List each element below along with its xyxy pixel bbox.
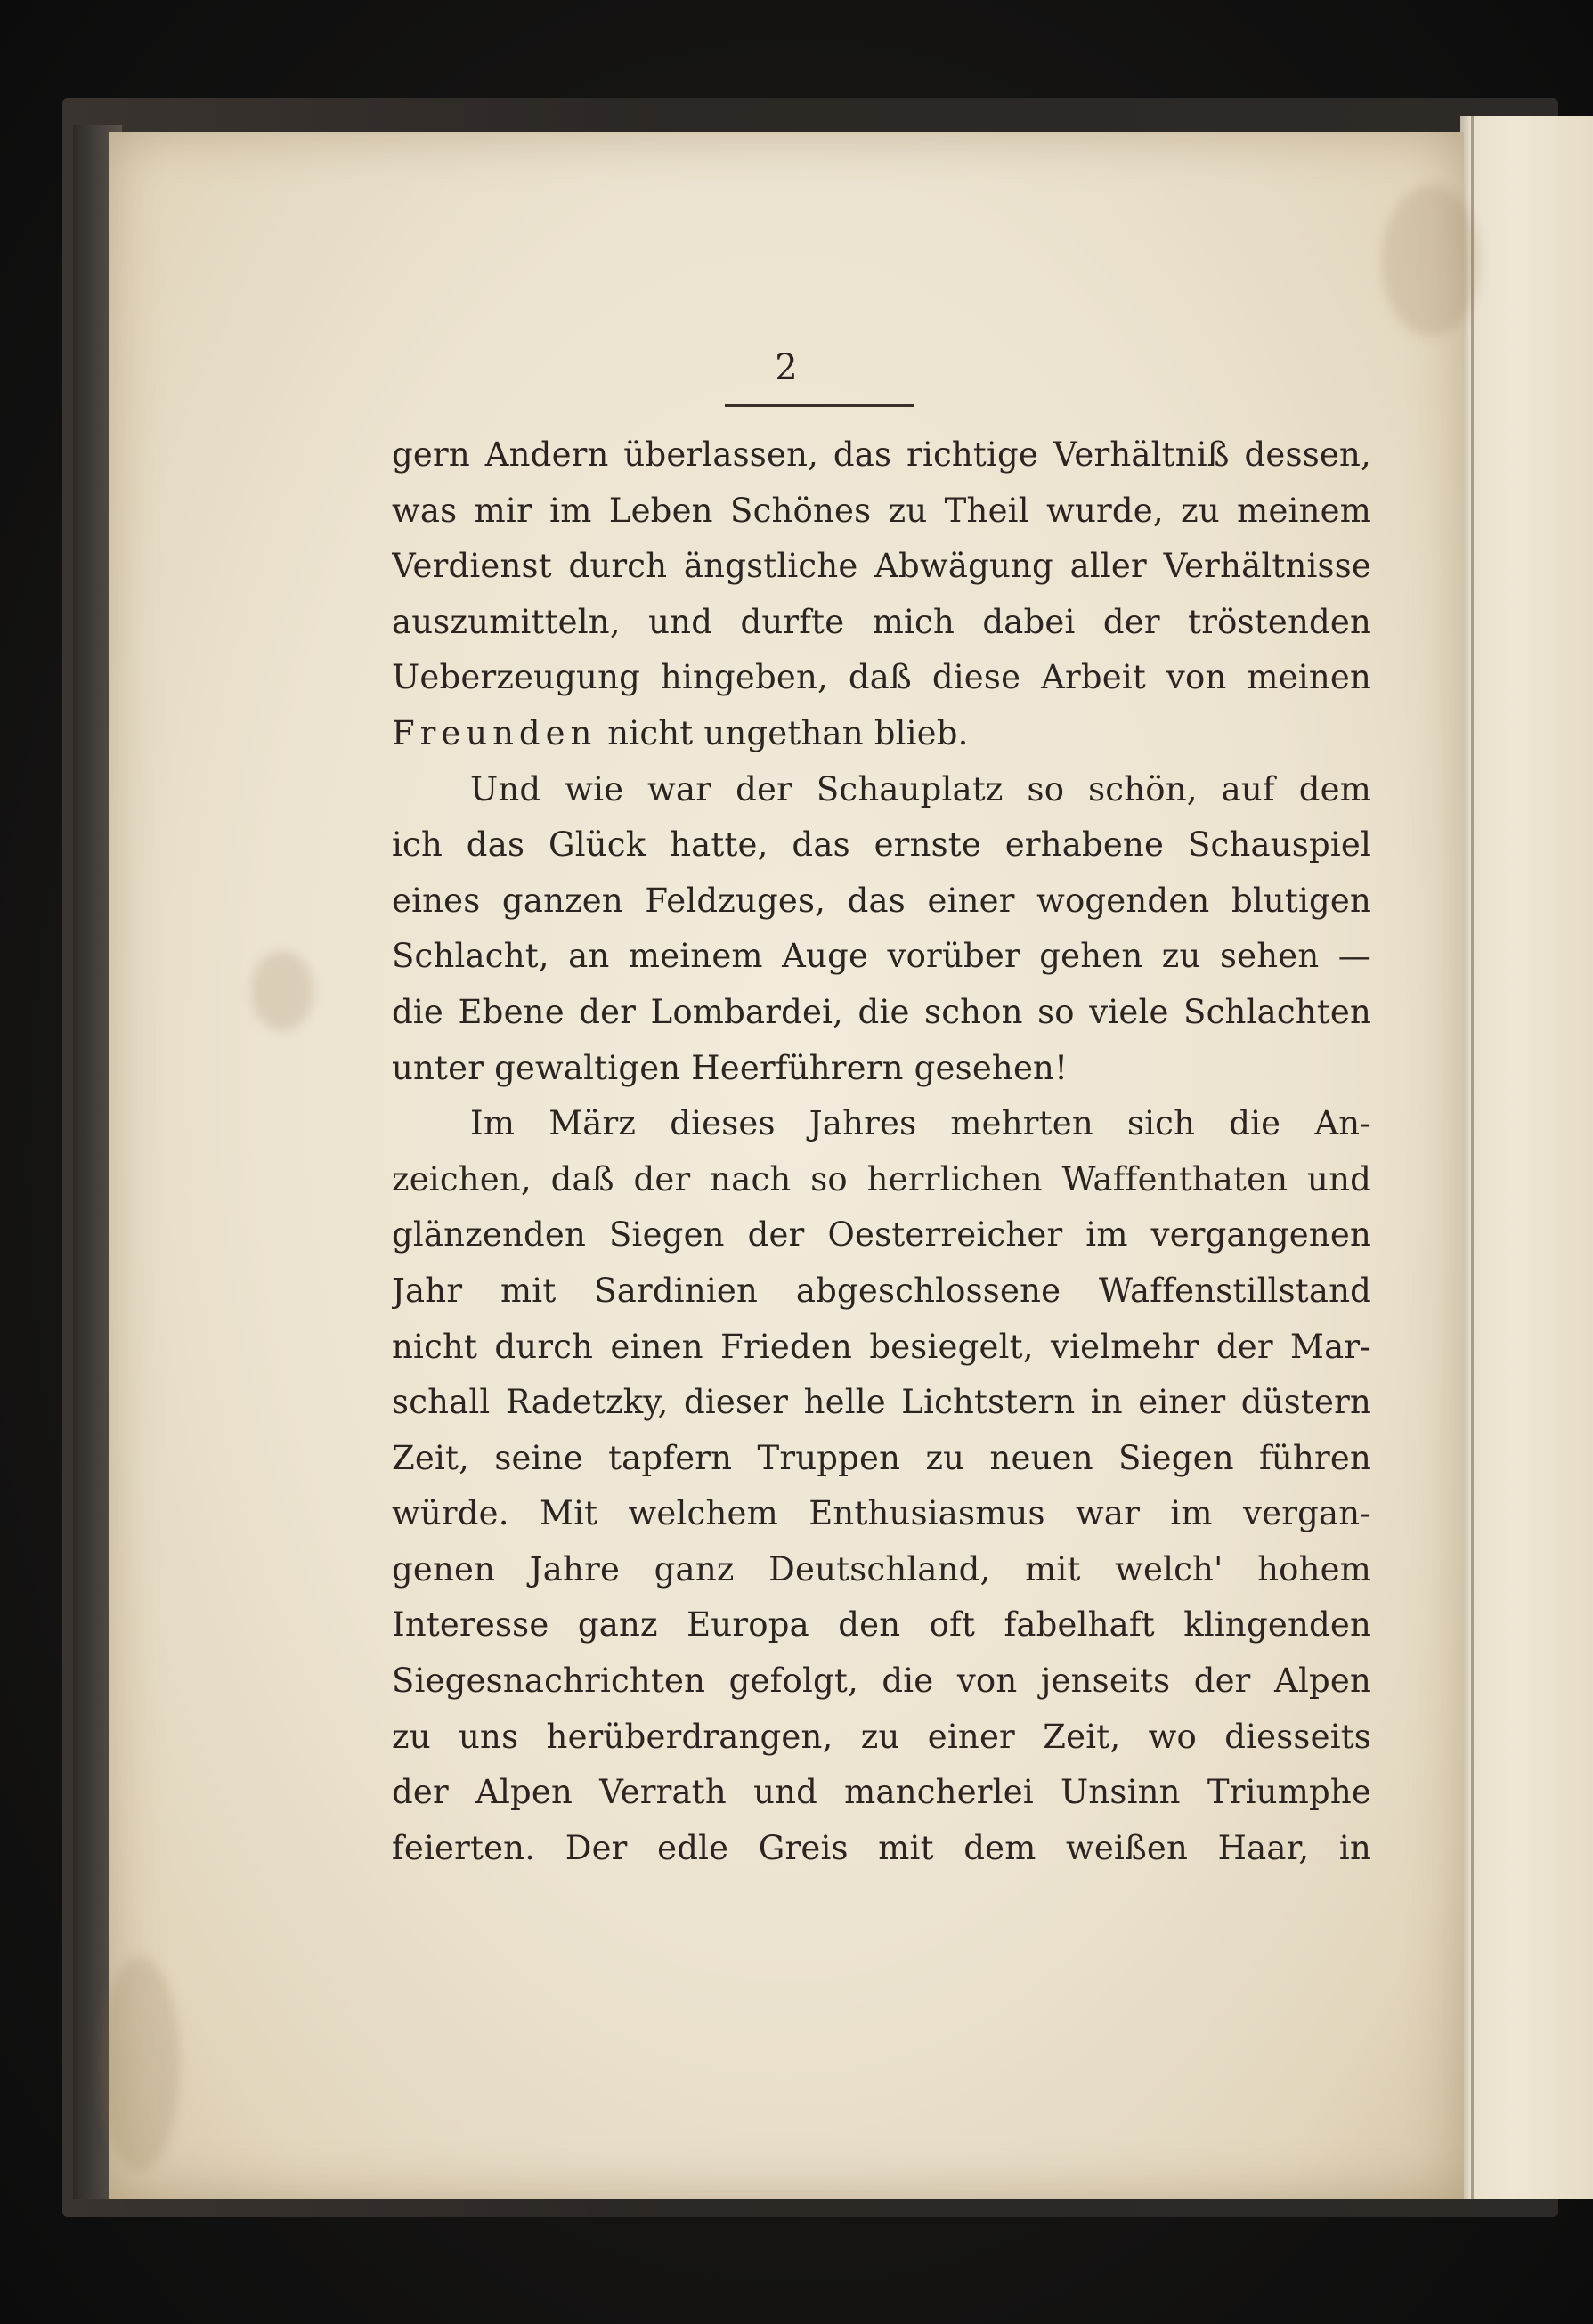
text-line: genen Jahre ganz Deutschland, mit welch' hohem — [392, 1549, 1371, 1589]
text-line: eines ganzen Feldzuges, das einer wogenden blutigen — [392, 881, 1371, 920]
text-line: gern Andern überlassen, das richtige Verhältniß dessen, — [392, 435, 1371, 474]
text-line: ich das Glück hatte, das ernste erhabene Schauspiel — [392, 825, 1371, 865]
text-line: nicht durch einen Frieden besiegelt, vielmehr der Mar- — [392, 1327, 1371, 1366]
text-line-paragraph-start: Im März dieses Jahres mehrten sich die An- — [470, 1104, 1371, 1143]
body-text — [392, 427, 1371, 2075]
text-line: Interesse ganz Europa den oft fabelhaft klingenden — [392, 1605, 1371, 1645]
text-line: zu uns herüberdrangen, zu einer Zeit, wo diesseits — [392, 1717, 1371, 1756]
header-rule — [725, 404, 914, 407]
text-line: Zeit, seine tapfern Truppen zu neuen Siegen führen — [392, 1438, 1371, 1477]
facing-page-fold — [1471, 116, 1474, 2199]
book-page — [109, 132, 1464, 2199]
text-line-paragraph-end: unter gewaltigen Heerführern gesehen! — [392, 1048, 1069, 1087]
text-line-paragraph-end — [392, 706, 1371, 762]
text-line: der Alpen Verrath und mancherlei Unsinn Triumphe — [392, 1773, 1371, 1812]
text-line-rest: nicht ungethan blieb. — [597, 713, 969, 752]
text-line: Verdienst durch ängstliche Abwägung aller Verhältnisse — [392, 547, 1371, 586]
page-stain — [251, 951, 313, 1031]
text-line-paragraph-start: Und wie war der Schauplatz so schön, auf dem — [470, 769, 1371, 809]
page-stain — [1382, 185, 1480, 337]
page-number: 2 — [775, 347, 798, 388]
facing-page-edge — [1460, 116, 1593, 2199]
text-line: Jahr mit Sardinien abgeschlossene Waffenstillstand — [392, 1271, 1371, 1310]
text-line: die Ebene der Lombardei, die schon so viele Schlachten — [392, 992, 1371, 1031]
text-line: glänzenden Siegen der Oesterreicher im vergangenen — [392, 1215, 1371, 1255]
text-line: schall Radetzky, dieser helle Lichtstern in einer düstern — [392, 1383, 1371, 1422]
text-line: zeichen, daß der nach so herrlichen Waffenthaten und — [392, 1159, 1371, 1199]
text-line: was mir im Leben Schönes zu Theil wurde, zu meinem — [392, 491, 1371, 530]
text-line: Schlacht, an meinem Auge vorüber gehen zu sehen — — [392, 937, 1371, 976]
page-stain — [100, 1957, 180, 2171]
text-line: Ueberzeugung hingeben, daß diese Arbeit von meinen — [392, 658, 1371, 697]
text-line: würde. Mit welchem Enthusiasmus war im vergan- — [392, 1494, 1371, 1533]
text-line: Siegesnachrichten gefolgt, die von jenseits der Alpen — [392, 1662, 1371, 1701]
spaced-word: Freunden — [392, 713, 597, 752]
text-line: auszumitteln, und durfte mich dabei der tröstenden — [392, 602, 1371, 641]
text-line: feierten. Der edle Greis mit dem weißen Haar, in — [392, 1828, 1371, 1867]
